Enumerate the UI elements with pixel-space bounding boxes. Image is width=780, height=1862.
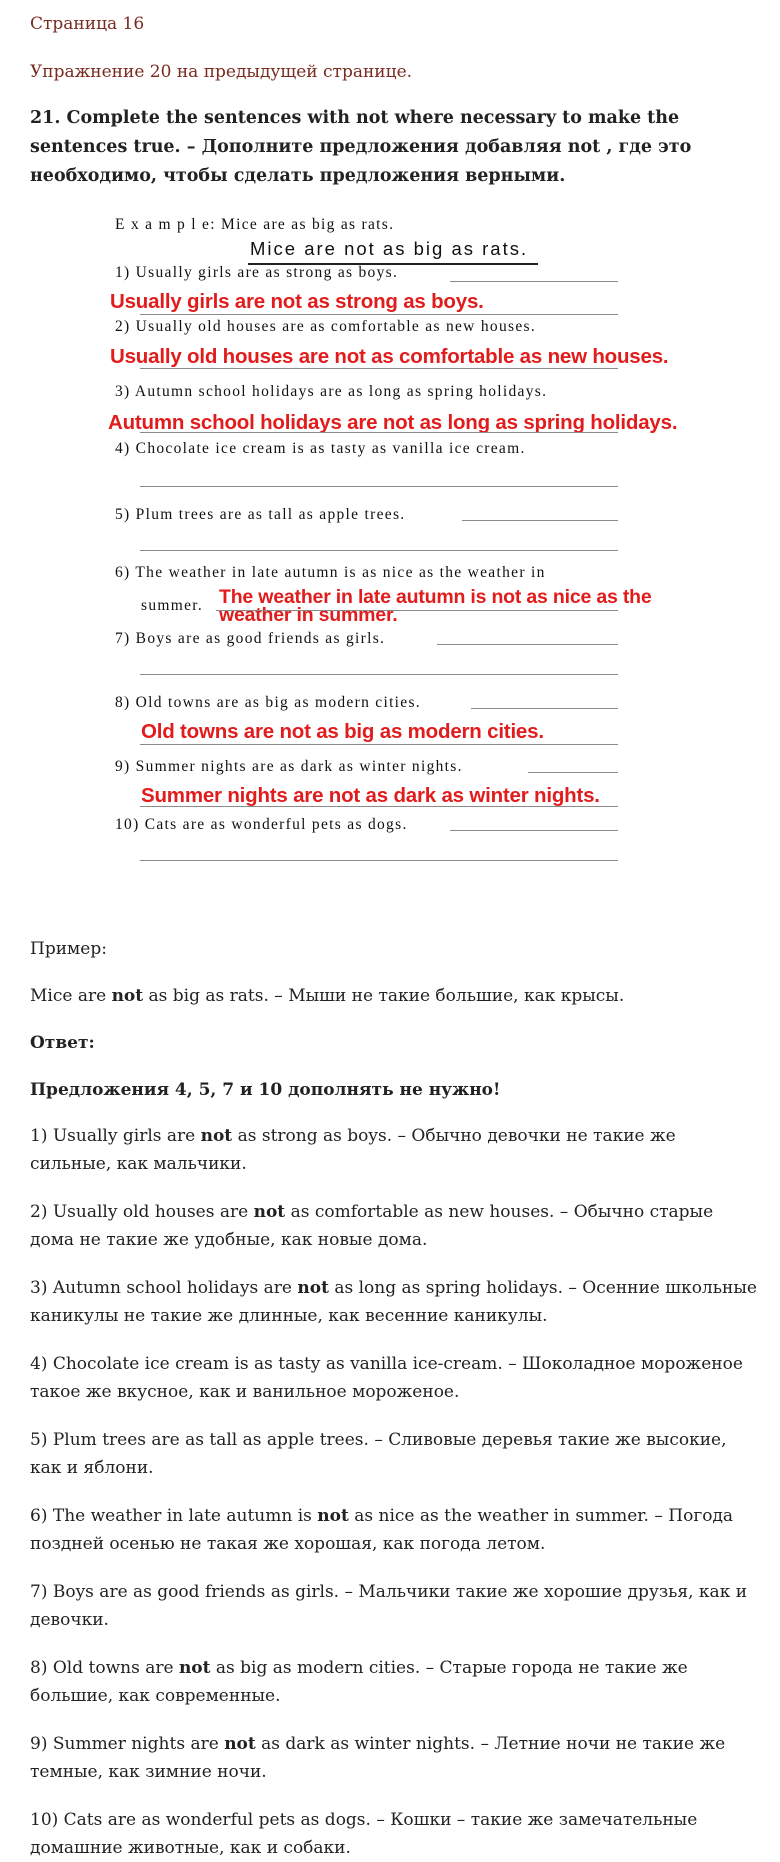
handwritten-answer-9: Summer nights are not as dark as winter nights. [141,784,600,807]
example-label: E x a m p l e: Mice are as big as rats. [115,216,395,233]
answer-item-4: 4) Chocolate ice cream is as tasty as vanilla ice-cream. – Шоколадное мороженое такое же вкусное, как и ванильное мороженое. [30,1354,743,1402]
answer-item-9: 9) Summer nights are not as dark as winter nights. – Летние ночи не такие же темные, как зимние ночи. [30,1734,726,1782]
answer-item-6: 6) The weather in late autumn is not as nice as the weather in summer. – Погода поздней осенью не такая же хорошая, как погода летом. [30,1506,734,1554]
worksheet-item-3: 3) Autumn school holidays are as long as spring holidays. [115,383,548,400]
answer-item-7: 7) Boys are as good friends as girls. – Мальчики такие же хорошие друзья, как и девочки. [30,1582,748,1630]
worksheet [0,200,780,890]
answer-item-8: 8) Old towns are not as big as modern cities. – Старые города не такие же большие, как современные. [30,1658,688,1706]
previous-exercise-link[interactable]: Упражнение 20 на предыдущей странице. [30,62,413,82]
answer-item-2: 2) Usually old houses are not as comfortable as new houses. – Обычно старые дома не такие же удобные, как новые дома. [30,1202,714,1250]
answer-line [140,550,618,551]
answer-item-3: 3) Autumn school holidays are not as long as spring holidays. – Осенние школьные каникулы не такие же длинные, как весенние каникулы. [30,1278,757,1326]
worksheet-item-6: 6) The weather in late autumn is as nice as the weather in [115,564,546,581]
worksheet-item-5: 5) Plum trees are as tall as apple trees. [115,506,406,523]
answer-line [528,772,618,773]
handwritten-answer-6: The weather in late autumn is not as nice as the weather in summer. [219,586,652,626]
answer-line [140,368,618,369]
answer-heading: Ответ: [30,1033,95,1053]
answer-line [140,744,618,745]
answer-item-10: 10) Cats are as wonderful pets as dogs. – Кошки – такие же замечательные домашние животные, как и собаки. [30,1810,698,1858]
page-link[interactable]: Страница 16 [30,14,145,34]
answer-line [216,610,618,611]
handwritten-answer-1: Usually girls are not as strong as boys. [110,290,484,313]
answer-line [140,806,618,807]
handwritten-answer-8: Old towns are not as big as modern cities. [141,720,544,743]
answer-line [140,486,618,487]
answer-line [462,520,618,521]
answer-line [140,314,618,315]
worksheet-item-4: 4) Chocolate ice cream is as tasty as vanilla ice cream. [115,440,526,457]
worksheet-item-9: 9) Summer nights are as dark as winter nights. [115,758,463,775]
worksheet-item-6-cont: summer. [141,597,204,614]
worksheet-item-8: 8) Old towns are as big as modern cities. [115,694,421,711]
answer-line [140,860,618,861]
task-title: 21. Complete the sentences with not where necessary to make the sentences true. – Дополните предложения добавляя not , где это необходимо, чтобы сделать предложения верными. [30,108,692,186]
handwritten-answer-3: Autumn school holidays are not as long as spring holidays. [108,411,678,434]
note: Предложения 4, 5, 7 и 10 дополнять не нужно! [30,1080,501,1100]
answer-line [471,708,618,709]
answer-line [140,432,618,433]
worksheet-item-7: 7) Boys are as good friends as girls. [115,630,386,647]
answer-item-1: 1) Usually girls are not as strong as boys. – Обычно девочки не такие же сильные, как мальчики. [30,1126,676,1174]
worksheet-item-1: 1) Usually girls are as strong as boys. [115,264,399,281]
answer-line [437,644,618,645]
example-translation: Mice are not as big as rats. – Мыши не такие большие, как крысы. [30,986,625,1006]
example-answer: Mice are not as big as rats. [250,238,529,259]
worksheet-item-2: 2) Usually old houses are as comfortable as new houses. [115,318,537,335]
answer-line [450,281,618,282]
answer-line [140,674,618,675]
answer-item-5: 5) Plum trees are as tall as apple trees. – Сливовые деревья такие же высокие, как и яблони. [30,1430,727,1478]
answer-line [450,830,618,831]
example-heading: Пример: [30,939,107,959]
worksheet-item-10: 10) Cats are as wonderful pets as dogs. [115,816,408,833]
handwritten-answer-2: Usually old houses are not as comfortable as new houses. [110,345,669,368]
